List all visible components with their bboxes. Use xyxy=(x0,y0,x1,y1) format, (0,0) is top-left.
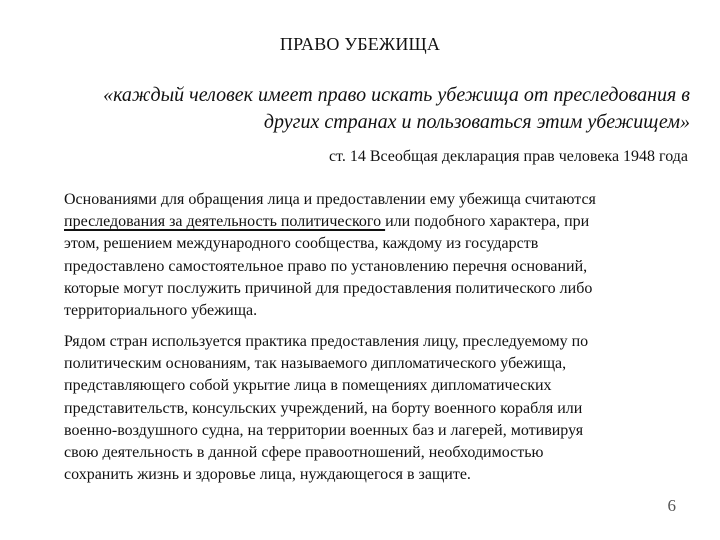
paragraph-line: которые могут послужить причиной для предоставления политического либо xyxy=(64,279,593,297)
paragraph-line xyxy=(64,211,596,233)
underlined-phrase: преследования за деятельность политического xyxy=(64,213,386,231)
paragraph-line: представляющего собой укрытие лица в помещениях дипломатических xyxy=(64,377,552,395)
quote-citation: ст. 14 Всеобщая декларация прав человека 1948 года xyxy=(328,148,688,165)
paragraph-line: этом, решением международного сообщества, каждому из государств xyxy=(64,235,539,253)
paragraph-line: предоставлено самостоятельное право по установлению перечня оснований, xyxy=(64,257,588,275)
paragraph-line: представительств, консульских учреждений, на борту военного корабля или xyxy=(64,399,583,417)
paragraph-line: политическим основаниям, так называемого дипломатического убежища, xyxy=(64,355,567,373)
quote-line: других странах и пользоваться этим убежищем» xyxy=(263,111,690,133)
page-number: 6 xyxy=(667,496,676,515)
declaration-quote xyxy=(50,82,690,136)
paragraph-line: Рядом стран используется практика предоставления лицу, преследуемому по xyxy=(64,333,589,350)
paragraph-line: свою деятельность в данной сфере правоотношений, необходимостью xyxy=(64,444,544,462)
paragraph-text: или подобного характера, при xyxy=(385,213,590,231)
paragraph-line: территориального убежища. xyxy=(64,302,258,320)
quote-line: «каждый человек имеет право искать убежища от преследования в xyxy=(103,84,690,106)
paragraph-grounds xyxy=(64,189,596,322)
paragraph-line: сохранить жизнь и здоровье лица, нуждающегося в защите. xyxy=(64,466,471,484)
paragraph-line: военно-воздушного судна, на территории военных баз и лагерей, мотивируя xyxy=(64,421,584,439)
slide-title: ПРАВО УБЕЖИЩА xyxy=(279,34,441,54)
paragraph-diplomatic-asylum xyxy=(64,331,588,486)
paragraph-line: Основаниями для обращения лица и предоставлении ему убежища считаются xyxy=(64,191,596,208)
